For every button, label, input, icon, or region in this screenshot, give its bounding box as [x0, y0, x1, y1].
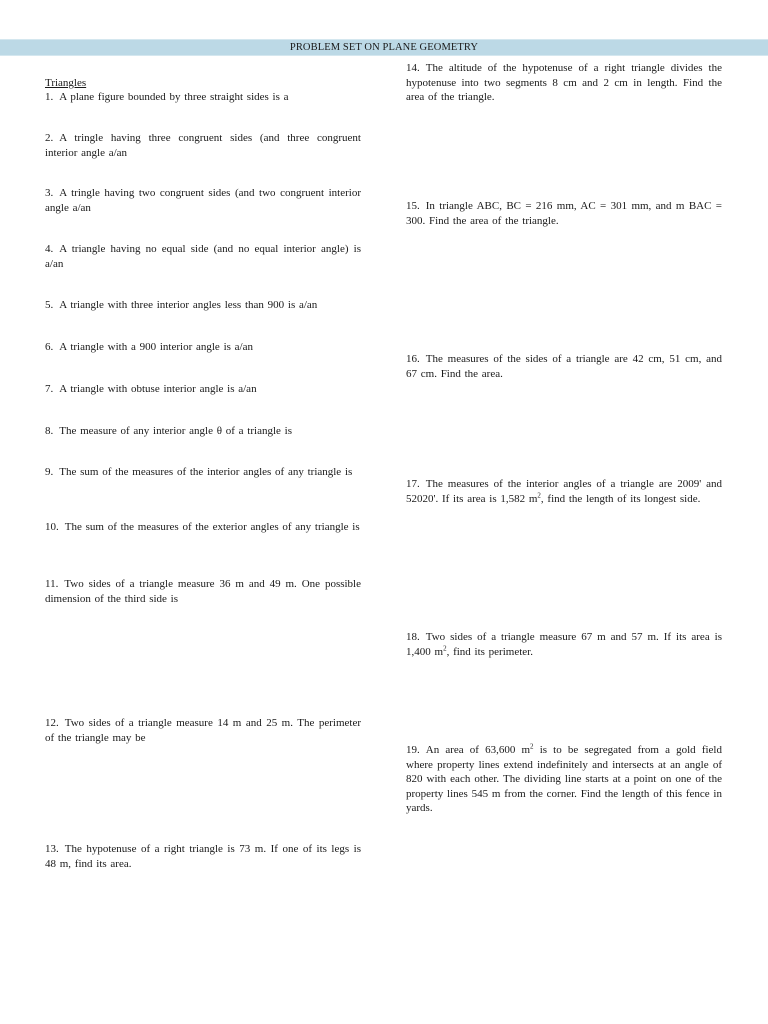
question-14: [406, 61, 722, 105]
question-text: A tringle having two congruent sides (and two congruent interior angle a/an: [45, 187, 361, 214]
question-9: [45, 465, 361, 480]
question-15: [406, 199, 722, 228]
question-number: 17.: [406, 478, 420, 490]
question-text: A triangle with three interior angles less than 900 is a/an: [59, 299, 318, 311]
superscript: 2: [443, 643, 447, 652]
question-text-continued: is to be segregated from a gold field where property lines extend indefinitely and intersects at an angle of 820 with each other. The dividing line starts at a point on one of the property lines 545 m from the corner. Find the length of this fence in yards.: [406, 744, 722, 814]
question-text: The sum of the measures of the exterior angles of any triangle is: [64, 521, 360, 533]
question-text: The altitude of the hypotenuse of a right triangle divides the hypotenuse into two segments 8 cm and 2 cm in length. Find the area of the triangle.: [406, 62, 722, 103]
question-7: [45, 382, 361, 397]
page-title: PROBLEM SET ON PLANE GEOMETRY: [289, 42, 479, 53]
question-number: 13.: [45, 843, 59, 855]
question-text-continued: , find its perimeter.: [446, 645, 533, 658]
question-text-continued: , find the length of its longest side.: [540, 492, 701, 505]
question-number: 6.: [45, 341, 54, 353]
question-text: Two sides of a triangle measure 14 m and 25 m. The perimeter of the triangle may be: [45, 717, 361, 744]
question-13: [45, 842, 361, 871]
question-text: A triangle having no equal side (and no equal interior angle) is a/an: [45, 243, 361, 270]
question-number: 4.: [45, 243, 54, 255]
question-text: Two sides of a triangle measure 67 m and 57 m. If its area is 1,400 m: [406, 631, 722, 658]
question-number: 18.: [406, 631, 420, 643]
superscript: 2: [537, 490, 541, 499]
superscript: 2: [530, 742, 534, 751]
question-number: 7.: [45, 383, 54, 395]
header-bar: [0, 39, 768, 56]
question-number: 14.: [406, 62, 420, 74]
question-17: [406, 477, 722, 506]
question-text: The measures of the sides of a triangle are 42 cm, 51 cm, and 67 cm. Find the area.: [406, 353, 722, 380]
question-6: [45, 340, 361, 355]
question-number: 15.: [406, 200, 420, 212]
question-19: [406, 743, 722, 816]
question-number: 12.: [45, 717, 59, 729]
question-text: A plane figure bounded by three straight sides is a: [59, 91, 289, 103]
question-12: [45, 716, 361, 745]
question-number: 1.: [45, 91, 54, 103]
section-heading-triangles: Triangles: [45, 77, 87, 89]
question-text: In triangle ABC, BC = 216 mm, AC = 301 mm, and m BAC = 300. Find the area of the triangle.: [406, 200, 722, 227]
question-text: A triangle with a 900 interior angle is a/an: [59, 341, 253, 353]
question-number: 16.: [406, 353, 420, 365]
question-number: 19.: [406, 744, 420, 756]
question-text: The hypotenuse of a right triangle is 73 m. If one of its legs is 48 m, find its area.: [45, 843, 361, 870]
question-text: A tringle having three congruent sides (and three congruent interior angle a/an: [45, 132, 361, 159]
question-text: A triangle with obtuse interior angle is a/an: [59, 383, 257, 395]
question-1: [45, 90, 361, 105]
question-2: [45, 131, 361, 160]
question-number: 2.: [45, 132, 54, 144]
question-number: 3.: [45, 187, 54, 199]
question-18: [406, 630, 722, 659]
question-10: [45, 520, 361, 535]
question-number: 8.: [45, 425, 54, 437]
question-4: [45, 242, 361, 271]
question-text: The measures of the interior angles of a triangle are 2009' and 52020'. If its area is 1,582 m: [406, 478, 722, 505]
question-text: The measure of any interior angle θ of a triangle is: [59, 425, 292, 437]
question-number: 9.: [45, 466, 54, 478]
question-11: [45, 577, 361, 606]
question-text: Two sides of a triangle measure 36 m and 49 m. One possible dimension of the third side is: [45, 578, 361, 605]
question-8: [45, 424, 361, 439]
question-5: [45, 298, 361, 313]
question-number: 10.: [45, 521, 59, 533]
question-number: 5.: [45, 299, 54, 311]
question-number: 11.: [45, 578, 59, 590]
question-16: [406, 352, 722, 381]
question-text: The sum of the measures of the interior angles of any triangle is: [59, 466, 353, 478]
question-3: [45, 186, 361, 215]
question-text: An area of 63,600 m: [425, 744, 531, 756]
